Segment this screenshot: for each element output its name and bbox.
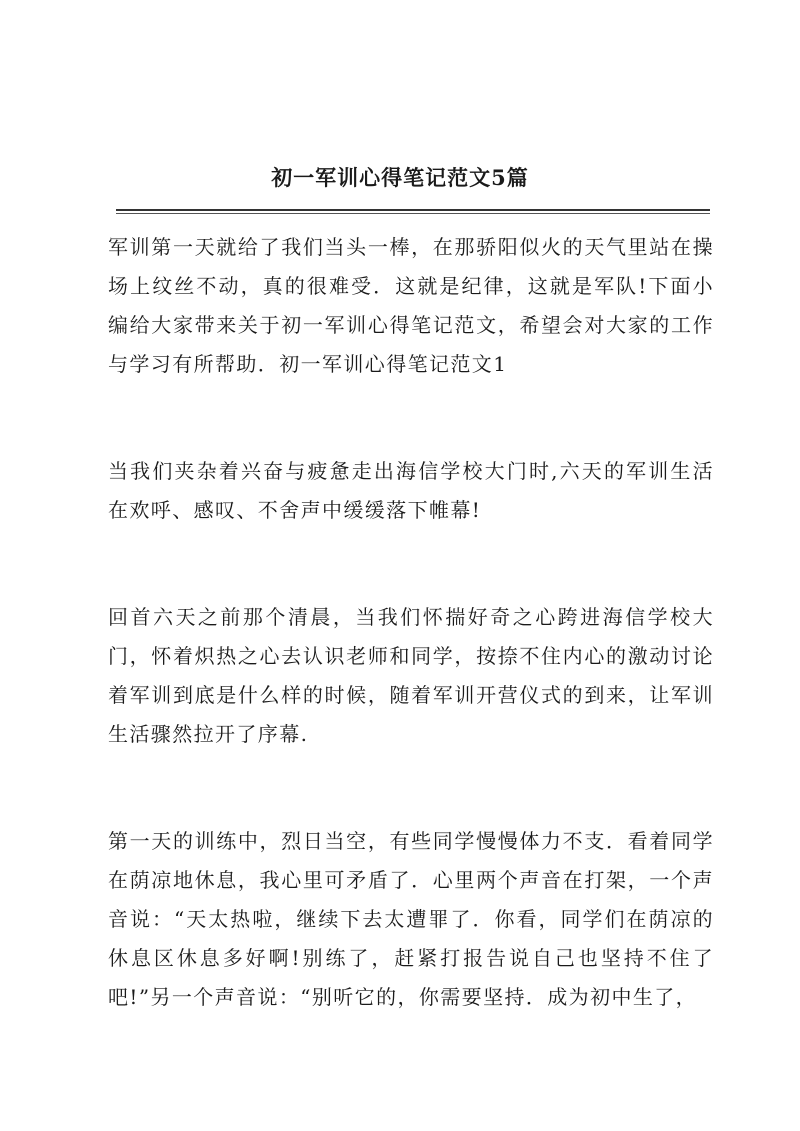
title-divider-thin	[116, 213, 710, 214]
paragraph-3: 回首六天之前那个清晨，当我们怀揣好奇之心跨进海信学校大门，怀着炽热之心去认识老师和同学，按捺不住内心的激动讨论着军训到底是什么样的时候，随着军训开营仪式的到来，让军训生活骤然拉开了序幕.	[108, 605, 714, 746]
paragraph-intro: 军训第一天就给了我们当头一棒，在那骄阳似火的天气里站在操场上纹丝不动，真的很难受．这就是纪律，这就是军队!下面小编给大家带来关于初一军训心得笔记范文，希望会对大家的工作与学习有所帮助．初一军训心得笔记范文1	[108, 235, 714, 376]
paragraph-4: 第一天的训练中，烈日当空，有些同学慢慢体力不支．看着同学在荫凉地休息，我心里可矛盾了．心里两个声音在打架，一个声音说：“天太热啦，继续下去太遭罪了．你看，同学们在荫凉的休息区休息多好啊!别练了，赶紧打报告说自己也坚持不住了吧!”另一个声音说：“别听它的，你需要坚持．成为初中生了，	[108, 829, 714, 1009]
title-divider-thick	[116, 209, 710, 211]
document-title: 初一军训心得笔记范文5篇	[271, 165, 529, 190]
paragraph-2: 当我们夹杂着兴奋与疲惫走出海信学校大门时,六天的军训生活在欢呼、感叹、不舍声中缓缓落下帷幕!	[108, 459, 714, 522]
document-body	[108, 228, 714, 1085]
